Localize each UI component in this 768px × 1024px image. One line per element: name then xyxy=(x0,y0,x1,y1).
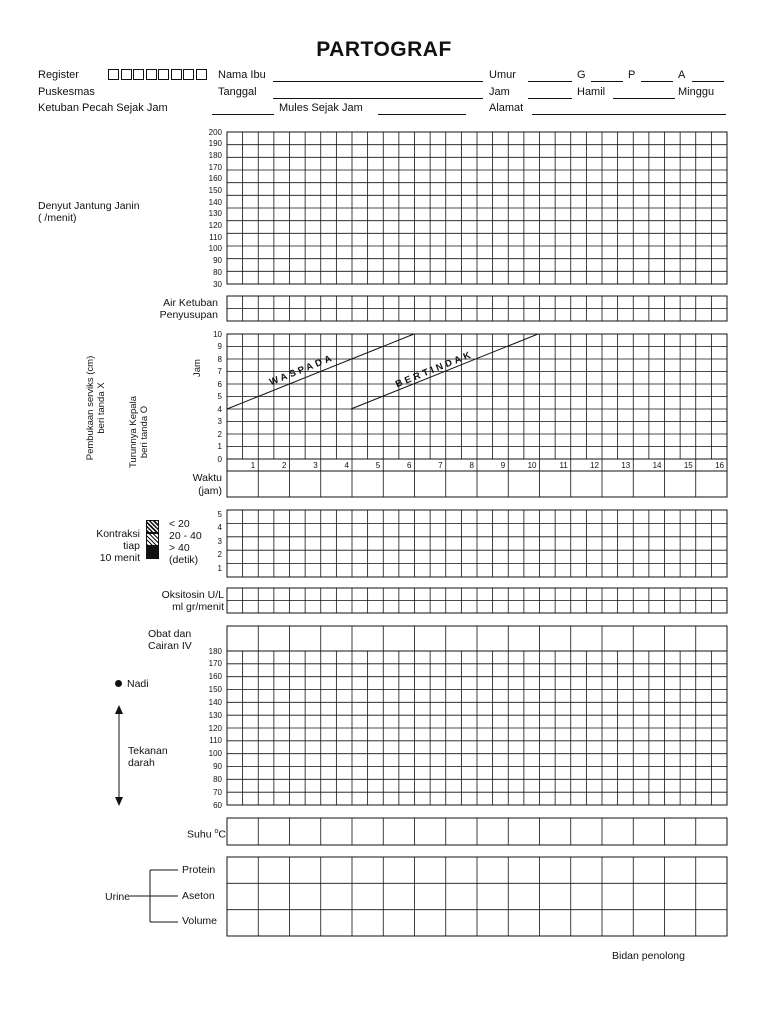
nadi-tick: 90 xyxy=(213,762,222,771)
hour-tick: 6 xyxy=(407,461,412,470)
nadi-tick: 120 xyxy=(208,723,222,733)
hour-tick: 15 xyxy=(683,461,693,470)
djj-tick: 120 xyxy=(208,221,222,231)
legend-detik: (detik) xyxy=(169,554,199,566)
serviks-tick: 1 xyxy=(217,442,222,451)
hour-tick: 11 xyxy=(559,461,568,470)
alamat-label: Alamat xyxy=(489,102,524,114)
djj-label: Denyut Jantung Janin xyxy=(38,200,140,212)
nama-ibu-label: Nama Ibu xyxy=(218,69,266,81)
kontraksi-menit-label: 10 menit xyxy=(99,552,140,564)
nadi-dot-icon xyxy=(115,680,122,687)
nadi-tick: 70 xyxy=(213,787,222,797)
nadi-tick: 170 xyxy=(208,659,222,669)
hour-tick: 12 xyxy=(590,461,599,470)
oksitosin-label: Oksitosin U/L xyxy=(161,589,224,601)
nadi-tick: 60 xyxy=(213,800,222,810)
page-title: PARTOGRAF xyxy=(316,38,452,61)
hour-tick: 10 xyxy=(527,461,537,470)
nadi-tick: 100 xyxy=(208,749,222,759)
serviks-tick: 6 xyxy=(217,379,222,389)
a-label: A xyxy=(678,69,686,81)
djj-tick: 90 xyxy=(213,256,222,266)
djj-unit-label: ( /menit) xyxy=(38,212,77,224)
protein-label: Protein xyxy=(182,864,216,876)
hour-tick: 8 xyxy=(469,461,474,470)
waspada-label: WASPADA xyxy=(268,352,336,389)
kontraksi-tick: 1 xyxy=(217,563,222,573)
tanggal-label: Tanggal xyxy=(218,86,257,98)
djj-tick: 110 xyxy=(209,232,222,242)
legend-hatch-swatch xyxy=(146,533,159,546)
penyusupan-label: Penyusupan xyxy=(159,309,218,321)
kontraksi-tick: 2 xyxy=(217,550,222,559)
minggu-label: Minggu xyxy=(678,86,715,98)
tekanan-label: Tekanan xyxy=(128,745,168,757)
kontraksi-tick: 5 xyxy=(217,509,222,519)
aseton-label: Aseton xyxy=(182,890,215,902)
turunnya-kepala-label xyxy=(128,386,152,478)
hour-tick: 13 xyxy=(621,461,631,470)
pembukaan-serviks-note: beri tanda X xyxy=(96,382,107,434)
waktu-unit-label: (jam) xyxy=(198,485,222,497)
legend-solid-swatch xyxy=(146,546,159,559)
p-label: P xyxy=(628,69,636,81)
jam-label: Jam xyxy=(489,86,510,98)
pembukaan-serviks-label xyxy=(85,343,109,473)
serviks-tick: 4 xyxy=(217,404,222,414)
djj-tick: 190 xyxy=(208,139,222,149)
djj-tick: 180 xyxy=(208,150,222,160)
djj-tick: 80 xyxy=(213,267,222,277)
nadi-tick: 180 xyxy=(208,646,222,656)
nadi-tick: 80 xyxy=(213,774,222,784)
suhu-text: Suhu xyxy=(187,828,215,841)
pembukaan-serviks-text: Pembukaan serviks (cm) xyxy=(85,355,96,461)
serviks-tick: 7 xyxy=(217,367,222,376)
djj-tick: 130 xyxy=(208,209,222,219)
g-label: G xyxy=(577,69,586,81)
serviks-tick: 3 xyxy=(217,417,222,426)
serviks-tick: 0 xyxy=(217,454,222,464)
oksitosin-unit-label: ml gr/menit xyxy=(172,601,224,613)
darah-label: darah xyxy=(128,757,155,769)
suhu-unit: C xyxy=(218,828,226,841)
hour-tick: 1 xyxy=(250,461,256,470)
waktu-label: Waktu xyxy=(192,472,222,484)
volume-label: Volume xyxy=(182,915,218,927)
djj-tick: 140 xyxy=(208,197,222,207)
kontraksi-label: Kontraksi xyxy=(96,528,140,540)
legend-gt40: > 40 xyxy=(169,542,190,554)
suhu-label xyxy=(120,826,226,841)
degree-sign: o xyxy=(214,828,219,835)
hour-tick: 7 xyxy=(438,461,443,470)
kontraksi-tick: 4 xyxy=(217,523,222,532)
djj-tick: 100 xyxy=(208,244,222,254)
air-ketuban-label: Air Ketuban xyxy=(163,297,218,309)
serviks-tick: 8 xyxy=(217,354,222,364)
turunnya-kepala-text: Turunnya Kepala xyxy=(128,396,139,469)
register-label: Register xyxy=(38,69,79,81)
legend-20-40: 20 - 40 xyxy=(169,530,202,542)
hamil-label: Hamil xyxy=(577,86,606,98)
cairan-label: Cairan IV xyxy=(148,640,192,652)
serviks-tick: 2 xyxy=(217,429,222,439)
legend-dots-swatch xyxy=(146,520,159,533)
serviks-tick: 9 xyxy=(217,342,222,351)
hour-tick: 4 xyxy=(344,461,349,470)
jam-axis-label: Jam xyxy=(192,359,203,377)
djj-tick: 200 xyxy=(208,127,222,137)
urine-label: Urine xyxy=(105,891,131,903)
hour-tick: 16 xyxy=(715,461,724,470)
serviks-tick: 10 xyxy=(213,329,222,339)
legend-lt20: < 20 xyxy=(169,518,190,530)
puskesmas-label: Puskesmas xyxy=(38,86,95,98)
nadi-tick: 110 xyxy=(209,736,222,746)
bertindak-label: BERTINDAK xyxy=(394,348,476,391)
djj-tick: 170 xyxy=(208,162,222,172)
nadi-tick: 160 xyxy=(208,672,222,682)
ketuban-label: Ketuban Pecah Sejak Jam xyxy=(38,102,168,114)
kontraksi-tick: 3 xyxy=(217,536,222,546)
nadi-tick: 150 xyxy=(208,685,222,694)
turunnya-kepala-note: beri tanda O xyxy=(139,405,150,459)
hour-tick: 14 xyxy=(652,461,662,470)
bidan-penolong-label: Bidan penolong xyxy=(612,950,685,962)
hour-tick: 9 xyxy=(500,461,506,470)
hour-tick: 2 xyxy=(282,461,287,470)
nadi-tick: 130 xyxy=(208,710,222,720)
serviks-tick: 5 xyxy=(217,392,222,401)
mules-label: Mules Sejak Jam xyxy=(279,102,363,114)
umur-label: Umur xyxy=(489,69,516,81)
obat-label: Obat dan xyxy=(148,628,192,640)
djj-tick: 160 xyxy=(208,174,222,184)
djj-tick: 150 xyxy=(208,185,222,195)
kontraksi-tiap-label: tiap xyxy=(123,540,140,552)
arrow-up-icon xyxy=(115,705,123,714)
arrow-down-icon xyxy=(115,797,123,806)
hour-tick: 3 xyxy=(313,461,318,470)
hour-tick: 5 xyxy=(375,461,381,470)
djj-tick: 30 xyxy=(213,279,222,289)
nadi-tick: 140 xyxy=(208,697,222,707)
nadi-label: Nadi xyxy=(127,678,149,690)
